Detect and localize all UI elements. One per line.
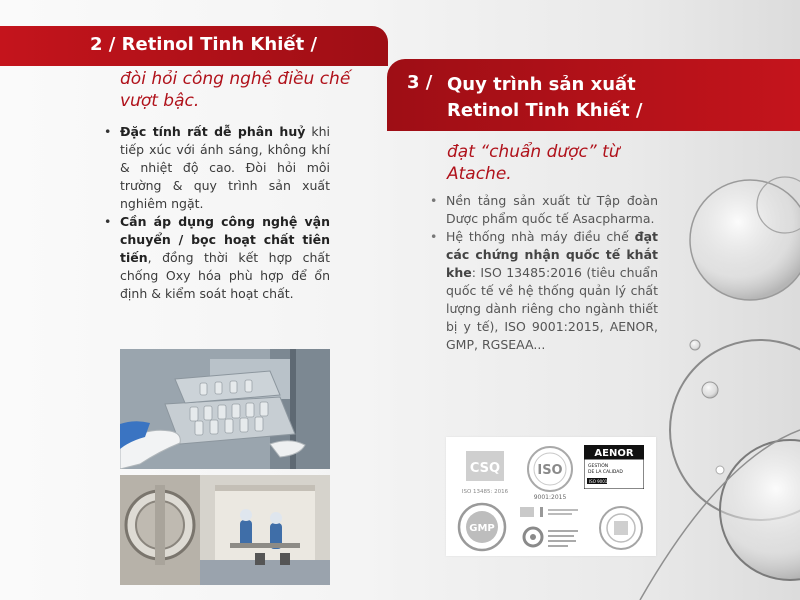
list-item [102, 123, 330, 213]
section-3-title-bar [387, 59, 800, 131]
bullet-bold: Đặc tính rất dễ phân huỷ [120, 124, 306, 139]
csq-iso13485-logo [460, 447, 510, 499]
bullet-text: khi tiếp xúc với ánh sáng, không khí & nhiệt độ cao. Đòi hỏi môi trường & quy trình sản xuất nghiêm ngặt. [120, 124, 331, 211]
aenor-line1: GESTIÓN [588, 464, 609, 469]
csq-caption: ISO 13485: 2016 [461, 489, 509, 495]
section-3-number: 3 / [407, 72, 433, 93]
agency-logo [518, 503, 588, 551]
bullet-bold: đạt các chứng nhận quốc tế khắt khe [446, 229, 658, 280]
bullet-text: Hệ thống nhà máy điều chế [446, 229, 635, 244]
csq-logo-text: CSQ [469, 461, 501, 476]
iso-logo-text: ISO [537, 463, 563, 478]
list-item [102, 213, 330, 303]
aenor-logo [584, 445, 644, 489]
lab-glassware-photo [120, 349, 330, 469]
section-2-bullet-list [102, 123, 330, 303]
section-2-title: 2 / Retinol Tinh Khiết / [90, 34, 318, 55]
iso9001-logo [522, 443, 578, 501]
iso-caption: 9001:2015 [533, 494, 567, 501]
gmp-seal-logo [456, 501, 508, 553]
section-3-title: Quy trình sản xuất Retinol Tinh Khiết / [447, 74, 643, 121]
section-3-subtitle: đạt “chuẩn dược” từ Atache. [447, 142, 620, 184]
gmp-logo-text: GMP [469, 523, 495, 534]
bullet-bold: Cần áp dụng công nghệ vận chuyển / bọc hoạt chất tiên tiến [120, 214, 330, 265]
section-2-title-bar [0, 26, 388, 66]
aenor-line3: ISO 9001 [589, 479, 608, 484]
aenor-line2: DE LA CALIDAD [588, 470, 623, 475]
bullet-text: : ISO 13485:2016 (tiêu chuẩn quốc tế về hệ thống quản lý chất lượng dành riêng cho ngành thiết bị y tế), ISO 9001:2015, AENOR, GMP, RGSEAA... [446, 265, 658, 352]
section-2-subtitle: đòi hỏi công nghệ điều chế vượt bậc. [120, 69, 351, 111]
bullet-text: , đồng thời kết hợp chất chống Oxy hóa phù hợp để ổn định & kiểm soát hoạt chất. [120, 250, 330, 301]
list-item [430, 192, 658, 228]
bullet-text: Nền tảng sản xuất từ Tập đoàn Dược phẩm quốc tế Asacpharma. [446, 193, 658, 226]
regulatory-seal-logo [596, 503, 646, 553]
certification-logos-card [446, 437, 656, 556]
list-item [430, 228, 658, 354]
cleanroom-photo [120, 475, 330, 585]
section-3-bullet-list [430, 192, 658, 354]
aenor-logo-text: AENOR [594, 448, 634, 459]
